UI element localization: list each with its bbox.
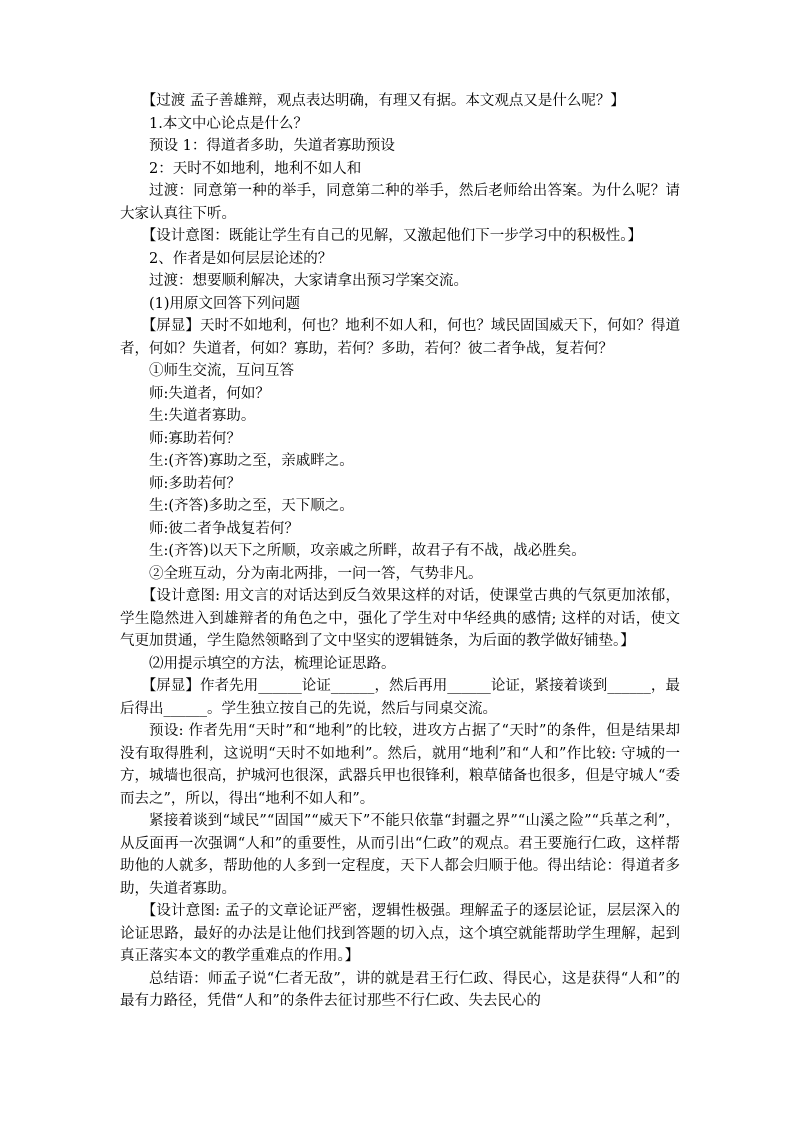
dialogue-line: 师:彼二者争战复若何？ xyxy=(149,520,299,537)
transition-vote: 过渡：同意第一种的举手，同意第二种的举手，然后老师给出答案。为什么呢？请大家认真往下听。 xyxy=(120,183,680,222)
design-intent-3: 【设计意图: 孟子的文章论证严密，逻辑性极强。理解孟子的逐层论证，层层深入的论证思路，最好的办法是让他们找到答题的切入点，这个填空就能帮助学生理解，起到真正落实本文的教学重难点的作用。】 xyxy=(120,903,680,964)
dialogue-line: 师:失道者，何如？ xyxy=(149,385,270,402)
dialogue-line: 师:寡助若何？ xyxy=(149,430,241,447)
argument-continuation: 紧接着谈到“域民”“固国”“威天下”不能只依靠“封疆之界”“山溪之险”“兵革之利”，从反面再一次强调“人和”的重要性，从而引出“仁政”的观点。君王要施行仁政，这样帮助他的人就多，帮助他的人多到一定程度，天下人都会归顺于他。得出结论：得道者多助，失道者寡助。 xyxy=(120,813,680,897)
transition-preview: 过渡：想要顺利解决，大家请拿出预习学案交流。 xyxy=(149,273,468,289)
dialogue-line: 生:(齐答)以天下之所顺，攻亲戚之所畔，故君子有不战，战必胜矣。 xyxy=(149,543,586,559)
screen-display-2: 【屏显】作者先用______论证______，然后再用______论证，紧接着谈到______，最后得出______。学生独立按自己的先说，然后与同桌交流。 xyxy=(120,678,680,717)
dialogue-line: 生:(齐答)多助之至，天下顺之。 xyxy=(149,498,354,514)
dialogue-line: 师:多助若何？ xyxy=(149,475,241,492)
design-intent-2: 【设计意图: 用文言的对话达到反刍效果这样的对话，使课堂古典的气氛更加浓郁，学生隐然进入到雄辩者的角色之中，强化了学生对中华经典的感情; 这样的对话，使文气更加贯通，学生隐然领略到了文中坚实的逻辑链条，为后面的教学做好铺垫。】 xyxy=(120,588,680,649)
summary-paragraph: 总结语：师孟子说“仁者无敌”，讲的就是君王行仁政、得民心，这是获得“人和”的最有力路径，凭借“人和”的条件去征讨那些不行仁政、失去民心的 xyxy=(120,970,680,1009)
preset-2: 2：天时不如地利，地利不如人和 xyxy=(149,160,362,177)
class-interaction: ②全班互动，分为南北两排，一问一答，气势非凡。 xyxy=(149,565,483,582)
preset-1: 预设 1：得道者多助，失道者寡助预设 xyxy=(149,138,395,154)
step-1-heading: (1)用原文回答下列问题 xyxy=(149,295,301,312)
question-1: 1.本文中心论点是什么？ xyxy=(149,115,308,132)
dialogue-line: 生:失道者寡助。 xyxy=(149,408,256,424)
step-2-heading: ⑵用提示填空的方法，梳理论证思路。 xyxy=(149,655,396,672)
preset-answer: 预设: 作者先用“天时”和“地利”的比较，进攻方占据了“天时”的条件，但是结果却没有取得胜利，这说明“天时不如地利”。然后，就用“地利”和“人和”作比较: 守城的一方，城墙也很高，护城河也很深，武器兵甲也很锋利，粮草储备也很多，但是守城人“委而去之”，所以，得出“地利不如人和”。 xyxy=(120,723,680,807)
question-2: 2、作者是如何层层论述的？ xyxy=(149,250,333,267)
document-page xyxy=(120,90,680,1013)
transition-paragraph: 【过渡 孟子善雄辩，观点表达明确，有理又有据。本文观点又是什么呢？】 xyxy=(141,93,625,109)
design-intent-1: 【设计意图：既能让学生有自己的见解，又激起他们下一步学习中的积极性。】 xyxy=(141,228,642,244)
dialogue-line: 生:(齐答)寡助之至，亲戚畔之。 xyxy=(149,453,354,469)
exchange-heading: ①师生交流，互问互答 xyxy=(149,363,294,379)
screen-display-1: 【屏显】天时不如地利，何也？地利不如人和，何也？域民固国威天下，何如？得道者，何如？失道者，何如？寡助，若何？多助，若何？彼二者争战，复若何？ xyxy=(120,318,680,357)
